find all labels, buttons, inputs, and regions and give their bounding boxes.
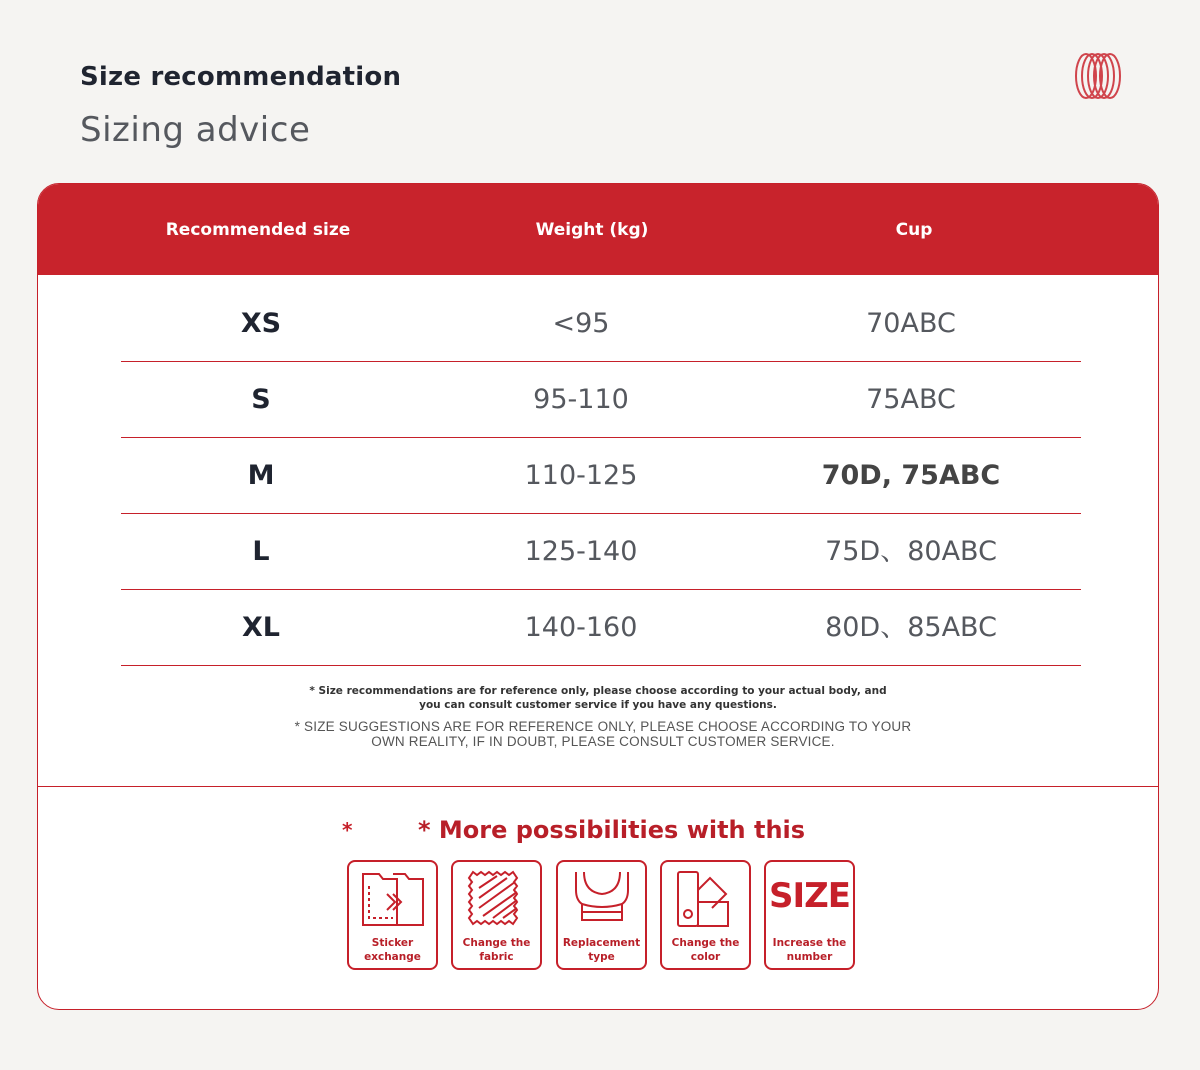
option-label: Increase the number <box>772 937 847 963</box>
fabric-icon <box>465 868 531 930</box>
page-title: Size recommendation <box>80 62 402 92</box>
section-divider <box>38 786 1158 787</box>
size-note-caps: * SIZE SUGGESTIONS ARE FOR REFERENCE ONLY, PLEASE CHOOSE ACCORDING TO YOUR OWN REALITY, IF IN DOUBT, PLEASE CONSULT CUSTOMER SERVICE. <box>294 719 912 749</box>
option-label: Change the color <box>671 937 740 963</box>
size-value: M <box>247 460 275 491</box>
cup-value: 75D、80ABC <box>825 536 997 567</box>
column-header-size: Recommended size <box>165 220 351 240</box>
option-change-color <box>660 860 751 970</box>
cup-value: 80D、85ABC <box>825 612 997 643</box>
option-label: Replacement type <box>562 937 641 963</box>
option-increase-number <box>764 860 855 970</box>
column-header-cup: Cup <box>895 220 933 240</box>
weight-value: 140-160 <box>524 612 638 643</box>
size-value: L <box>252 536 270 567</box>
table-header <box>38 184 1158 275</box>
option-label: Sticker exchange <box>364 937 421 963</box>
weight-value: 95-110 <box>533 384 629 415</box>
table-row <box>121 590 1081 666</box>
cup-value: 70ABC <box>866 308 956 339</box>
more-star: * <box>342 818 353 842</box>
column-header-weight: Weight (kg) <box>535 220 649 240</box>
weight-value: 125-140 <box>524 536 638 567</box>
weight-value: 110-125 <box>524 460 638 491</box>
page-subtitle: Sizing advice <box>80 110 311 150</box>
color-swatch-icon <box>674 868 740 930</box>
more-possibilities-title: * More possibilities with this <box>418 816 806 844</box>
size-note-small: * Size recommendations are for reference only, please choose according to your actual body, and you can consult customer service if you have any questions. <box>309 685 887 711</box>
size-value: XS <box>240 308 282 339</box>
option-change-fabric <box>451 860 542 970</box>
table-row <box>121 362 1081 438</box>
sports-bra-icon <box>570 868 636 930</box>
brand-logo-icon <box>1072 50 1124 102</box>
option-replacement-type <box>556 860 647 970</box>
cup-value: 70D, 75ABC <box>821 460 1001 491</box>
weight-value: <95 <box>552 308 610 339</box>
table-row <box>121 438 1081 514</box>
size-chart-card <box>37 183 1159 1010</box>
size-value: XL <box>241 612 281 643</box>
size-value: S <box>251 384 271 415</box>
sticker-exchange-icon <box>361 868 427 930</box>
option-sticker-exchange <box>347 860 438 970</box>
table-row <box>121 514 1081 590</box>
size-text-icon: SIZE <box>768 876 851 916</box>
table-row <box>121 286 1081 362</box>
cup-value: 75ABC <box>866 384 956 415</box>
option-label: Change the fabric <box>462 937 531 963</box>
